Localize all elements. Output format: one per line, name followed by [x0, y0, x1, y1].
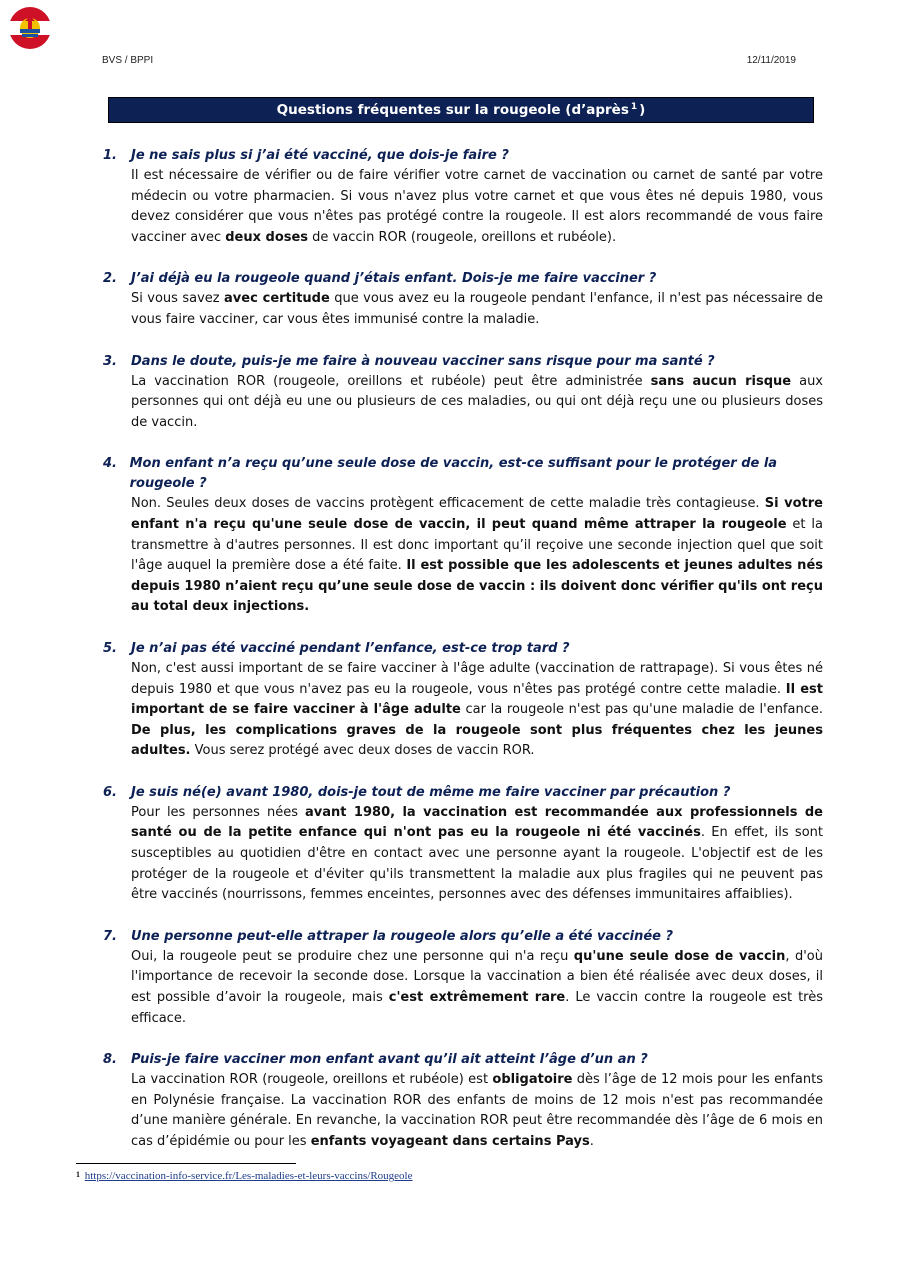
faq-answer-emphasis: obligatoire — [492, 1072, 573, 1088]
faq-answer-text: Si vous savez — [131, 291, 225, 307]
faq-answer-text: La vaccination ROR (rougeole, oreillons et rubéole) est — [131, 1072, 493, 1088]
faq-answer-emphasis: avant 1980, la vaccination est recommandée aux professionnels de santé ou de la petite enfance qui n'ont pas eu la rougeole ni été vaccinés — [131, 804, 823, 841]
faq-question-line — [103, 783, 823, 803]
faq-answer-text: Non. Seules deux doses de vaccins protègent efficacement de cette maladie très contagieuse. — [131, 496, 765, 512]
faq-number: 7. — [103, 928, 117, 944]
faq-answer — [131, 947, 823, 1029]
header-left: BVS / BPPI — [102, 55, 154, 66]
faq-answer — [131, 1070, 823, 1152]
faq-question-line — [103, 146, 823, 166]
faq-answer-text: et la transmettre à d'autres personnes. Il est donc important qu’il reçoive une seconde injection quel que soit l'âge auquel la première dose a été faite. — [131, 516, 823, 574]
faq-answer-emphasis: Si votre enfant n'a reçu qu'une seule dose de vaccin, il peut quand même attraper la rougeole — [131, 496, 823, 532]
faq-answer-emphasis: avec certitude — [224, 291, 330, 307]
faq-question: Mon enfant n’a reçu qu’une seule dose de vaccin, est-ce suffisant pour le protéger de la rougeole ? — [129, 456, 778, 492]
faq-number: 1. — [103, 148, 117, 163]
faq-answer — [131, 166, 823, 248]
faq-question-line — [103, 454, 823, 494]
faq-answer-text: car la rougeole n'est pas qu'une maladie de l'enfance. — [460, 702, 823, 718]
faq-answer-text: que vous avez eu la rougeole pendant l'enfance, il n'est pas nécessaire de vous faire vacciner, car vous êtes immunisé contre la maladie. — [131, 291, 823, 327]
faq-answer-text: Oui, la rougeole peut se produire chez une personne qui n'a reçu — [131, 948, 574, 964]
faq-item — [103, 1050, 823, 1152]
french-polynesia-emblem-icon — [8, 6, 52, 50]
faq-answer-text: . — [589, 1134, 594, 1149]
faq-item — [103, 639, 823, 762]
faq-answer-emphasis: De plus, les complications graves de la rougeole sont plus fréquentes chez les jeunes adultes. — [131, 722, 823, 759]
faq-number: 6. — [103, 784, 117, 800]
faq-number: 4. — [103, 456, 117, 472]
faq-number: 3. — [103, 353, 117, 369]
page-title-close: ) — [639, 102, 646, 118]
faq-question: Une personne peut-elle attraper la rougeole alors qu’elle a été vaccinée ? — [131, 928, 674, 944]
faq-answer-emphasis: enfants voyageant dans certains Pays — [310, 1134, 590, 1149]
faq-question-line — [103, 639, 823, 659]
faq-answer-text: aux personnes qui ont déjà eu une ou plusieurs de ces maladies, ou qui ont déjà reçu une ou plusieurs doses de vaccin. — [131, 373, 824, 430]
faq-answer-text: La vaccination ROR (rougeole, oreillons et rubéole) peut être administrée — [131, 373, 651, 389]
faq-answer — [131, 289, 823, 330]
faq-number: 5. — [103, 640, 117, 656]
faq-question: Je suis né(e) avant 1980, dois-je tout de même me faire vacciner par précaution ? — [131, 784, 731, 800]
faq-answer-text: Vous serez protégé avec deux doses de vaccin ROR. — [190, 743, 535, 759]
faq-question: Je n’ai pas été vacciné pendant l’enfance, est-ce trop tard ? — [131, 640, 570, 656]
faq-answer-emphasis: Il est possible que les adolescents et jeunes adultes nés depuis 1980 n’aient reçu qu’une seule dose de vaccin : ils doivent donc vérifier qu'ils ont reçu au total deux injections. — [131, 558, 823, 615]
faq-answer-text: dès l’âge de 12 mois pour les enfants en Polynésie française. La vaccination ROR des enfants de moins de 12 mois n'est pas recommandée d’une manière générale. En revanche, la vaccination ROR peut être recommandée dès l’âge de 6 mois en cas d’épidémie ou pour les — [131, 1072, 823, 1149]
page-title — [108, 97, 814, 123]
faq-question-line — [103, 269, 823, 289]
faq-list — [103, 146, 823, 1174]
faq-answer-text: Non, c'est aussi important de se faire vacciner à l'âge adulte (vaccination de rattrapage). Si vous êtes né depuis 1980 et que vous n'avez pas eu la rougeole, vous n'êtes pas protégé contre cette maladie. — [131, 660, 823, 697]
faq-answer-emphasis: qu'une seule dose de vaccin — [573, 948, 786, 964]
faq-answer-text: . En effet, ils sont susceptibles au quotidien d'être en contact avec une personne ayant la rougeole. L'objectif est de les protéger de la rougeole et d'éviter qu'ils transmettent la maladie aux plus fragiles qui ne peuvent pas être vaccinés (nourrissons, femmes enceintes, personnes avec des défenses immunitaires affaiblies). — [131, 825, 823, 903]
faq-item — [103, 454, 823, 618]
faq-number: 2. — [103, 271, 117, 287]
faq-question: J’ai déjà eu la rougeole quand j’étais enfant. Dois-je me faire vacciner ? — [131, 271, 657, 287]
footnote — [76, 1170, 412, 1182]
faq-question: Je ne sais plus si j’ai été vacciné, que dois-je faire ? — [131, 148, 509, 163]
faq-answer-text: Pour les personnes nées — [131, 804, 306, 820]
faq-answer — [131, 659, 823, 762]
faq-answer — [131, 803, 823, 906]
faq-answer-text: de vaccin ROR (rougeole, oreillons et rubéole). — [308, 229, 617, 245]
faq-answer-text: Il est nécessaire de vérifier ou de faire vérifier votre carnet de vaccination ou carnet de santé par votre médecin ou votre pharmacien. Si vous n'avez plus votre carnet et que vous êtes né depuis 1980, vous devez considérer que vous n'êtes pas protégé contre la rougeole. Il est alors recommandé de vous faire vacciner avec — [131, 168, 823, 245]
page-title-text: Questions fréquentes sur la rougeole (d’après — [276, 102, 629, 118]
footnote-mark: 1 — [76, 1170, 80, 1179]
faq-answer-emphasis: sans aucun risque — [650, 373, 792, 389]
faq-answer — [131, 494, 823, 618]
faq-answer-emphasis: deux doses — [225, 229, 309, 245]
title-footnote-mark: 1 — [630, 102, 638, 112]
faq-item — [103, 146, 823, 248]
faq-answer-emphasis: Il est important de se faire vacciner à l'âge adulte — [131, 681, 823, 718]
faq-item — [103, 927, 823, 1029]
footnote-link[interactable]: https://vaccination-info-service.fr/Les-maladies-et-leurs-vaccins/Rougeole — [84, 1170, 413, 1182]
faq-question-line — [103, 927, 823, 947]
faq-question-line — [103, 1050, 823, 1070]
faq-answer-text: , d'où l'importance de recevoir la seconde dose. Lorsque la vaccination a bien été réalisée avec deux doses, il est possible d’avoir la rougeole, mais — [131, 948, 823, 1006]
faq-number: 8. — [103, 1052, 117, 1068]
faq-item — [103, 783, 823, 906]
faq-item — [103, 352, 823, 434]
footnote-rule — [76, 1163, 296, 1164]
faq-question-line — [103, 352, 823, 372]
faq-answer — [131, 372, 823, 434]
faq-question: Dans le doute, puis-je me faire à nouveau vacciner sans risque pour ma santé ? — [131, 353, 715, 369]
header-date: 12/11/2019 — [746, 55, 796, 66]
faq-answer-emphasis: c'est extrêmement rare — [388, 990, 566, 1006]
faq-question: Puis-je faire vacciner mon enfant avant qu’il ait atteint l’âge d’un an ? — [131, 1052, 648, 1068]
faq-item — [103, 269, 823, 330]
faq-answer-text: . Le vaccin contre la rougeole est très efficace. — [131, 990, 823, 1026]
